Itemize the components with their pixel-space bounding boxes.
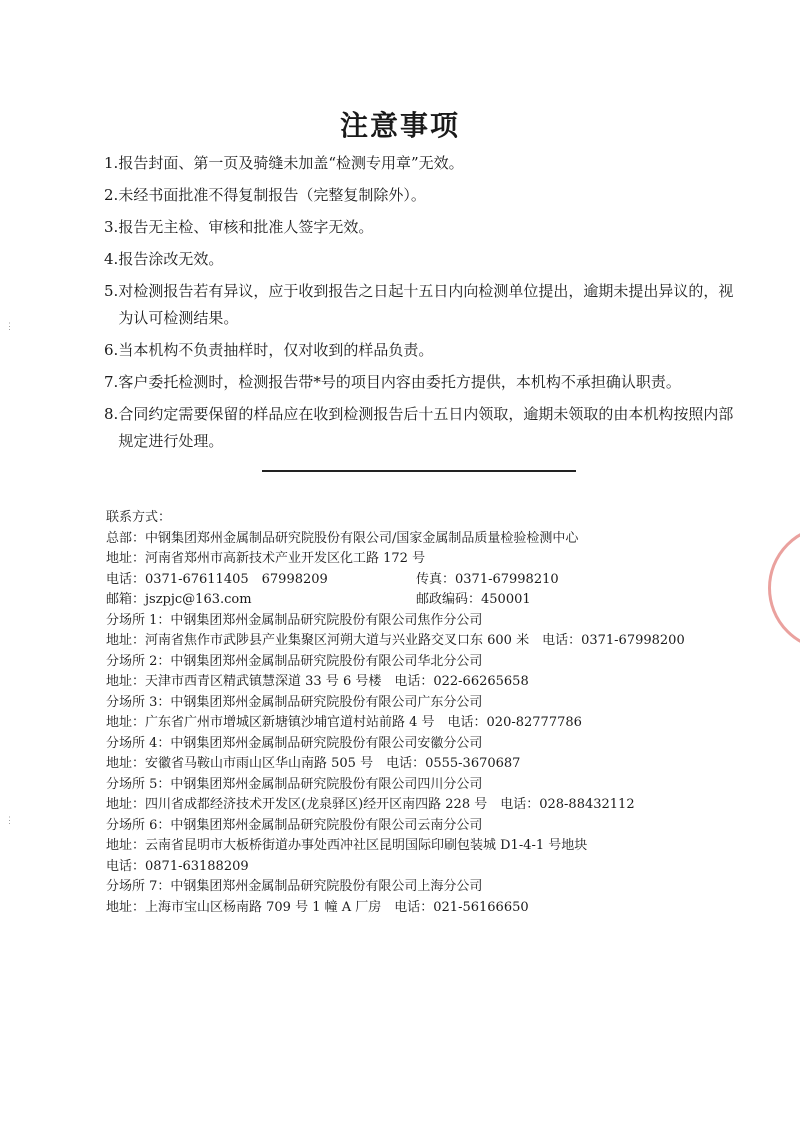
branch-name: 分场所 1：中钢集团郑州金属制品研究院股份有限公司焦作分公司 [106,612,483,628]
notice-text: 对检测报告若有异议，应于收到报告之日起十五日内向检测单位提出，逾期未提出异议的，视为认可检测结果。 [118,282,734,327]
branch-name: 分场所 7：中钢集团郑州金属制品研究院股份有限公司上海分公司 [106,879,483,894]
hq-fax: 传真：0371-67998210 [416,571,559,587]
notice-number: 8. [104,405,119,423]
branch-address: 地址：天津市西青区精武镇慧深道 33 号 6 号楼 电话：022-66265658 [106,674,529,689]
notice-text: 未经书面批准不得复制报告（完整复制除外）。 [118,186,426,204]
notice-number: 7. [104,373,119,391]
notice-item [104,401,744,455]
hq-postcode: 邮政编码：450001 [416,592,531,607]
branch-name: 分场所 5：中钢集团郑州金属制品研究院股份有限公司四川分公司 [106,776,483,792]
notice-number: 5. [104,282,119,300]
branch-address: 地址：四川省成都经济技术开发区(龙泉驿区)经开区南四路 228 号 电话：028-88432112 [106,797,635,812]
page-title: 注意事项 [339,109,460,142]
notice-text: 合同约定需要保留的样品应在收到检测报告后十五日内领取，逾期未领取的由本机构按照内部规定进行处理。 [118,405,734,450]
notice-text: 报告涂改无效。 [118,250,224,268]
branch-address: 地址：广东省广州市增城区新塘镇沙埔官道村站前路 4 号 电话：020-82777786 [106,715,582,730]
notice-item [104,337,744,364]
notice-text: 报告封面、第一页及骑缝未加盖“检测专用章”无效。 [118,154,464,172]
notice-item [104,369,744,396]
hq-phone: 电话：0371-67611405 67998209 [106,571,328,587]
branch-name: 分场所 6：中钢集团郑州金属制品研究院股份有限公司云南分公司 [106,817,483,833]
contact-section [106,508,786,918]
notice-text: 客户委托检测时，检测报告带*号的项目内容由委托方提供，本机构不承担确认职责。 [118,373,681,391]
notice-number: 3. [104,218,119,236]
notice-item [104,246,744,273]
notice-number: 6. [104,341,119,359]
notice-text: 当本机构不负责抽样时，仅对收到的样品负责。 [118,341,434,359]
branch-address: 地址：上海市宝山区杨南路 709 号 1 幢 A 厂房 电话：021-56166650 [106,899,529,915]
notice-list [104,150,744,460]
hq-email-row [106,590,786,611]
hq-phone-row [106,570,786,591]
notice-number: 4. [104,250,119,268]
notice-item [104,214,744,241]
notice-item [104,182,744,209]
branch-phone: 电话：0871-63188209 [106,858,249,874]
notice-number: 2. [104,186,119,204]
branch-name: 分场所 2：中钢集团郑州金属制品研究院股份有限公司华北分公司 [106,653,483,669]
contact-heading: 联系方式： [106,510,172,525]
notice-number: 1. [104,154,119,172]
notice-item [104,278,744,332]
hq-name: 总部：中钢集团郑州金属制品研究院股份有限公司/国家金属制品质量检验检测中心 [106,530,579,546]
hq-address: 地址：河南省郑州市高新技术产业开发区化工路 172 号 [106,551,426,566]
branch-address: 地址：云南省昆明市大板桥街道办事处西冲社区昆明国际印刷包装城 D1-4-1 号地块 [106,838,588,853]
branch-name: 分场所 4：中钢集团郑州金属制品研究院股份有限公司安徽分公司 [106,735,483,751]
scan-mark: ⋮ [5,322,14,332]
scan-mark: ⋮ [5,816,14,826]
section-divider [262,470,576,472]
branch-address: 地址：河南省焦作市武陟县产业集聚区河朔大道与兴业路交叉口东 600 米 电话：0371-67998200 [106,633,685,648]
notice-text: 报告无主检、审核和批准人签字无效。 [118,218,374,236]
branch-address: 地址：安徽省马鞍山市雨山区华山南路 505 号 电话：0555-3670687 [106,756,521,771]
notice-item [104,150,744,177]
hq-email: 邮箱：jszpjc@163.com [106,592,252,607]
branch-name: 分场所 3：中钢集团郑州金属制品研究院股份有限公司广东分公司 [106,694,483,710]
